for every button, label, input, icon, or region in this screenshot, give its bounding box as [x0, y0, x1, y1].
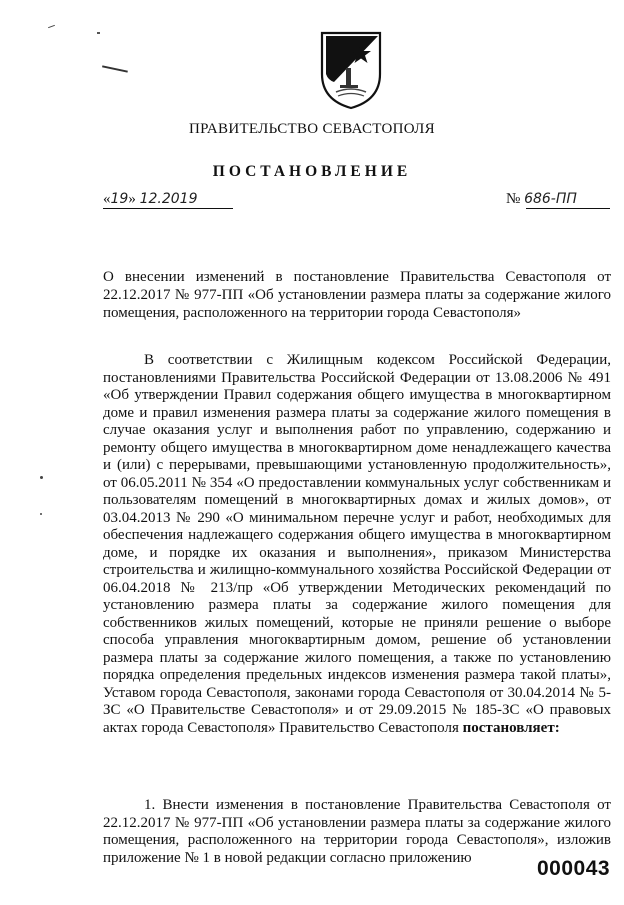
date-close-quote: » — [128, 191, 136, 207]
number-sign: № — [506, 191, 521, 207]
preamble-text: В соответствии с Жилищным кодексом Российской Федерации, постановлениями Правительства Российской Федерации от 13.08.2006 № 491 «Об утверждении Правил содержания общего имущества в многоквартирном доме и правил изменения размера платы за содержание жилого помещения в случае оказания услуг и выполнения работ по управлению, содержанию и ремонту общего имущества в многоквартирном доме ненадлежащего качества и (или) с перерывами, превышающими установленную продолжительность», от 06.05.2011 № 354 «О предоставлении коммунальных услуг собственникам и пользователям помещений в многоквартирных домах и жилых домов», от 03.04.2013 № 290 «О минимальном перечне услуг и работ, необходимых для обеспечения надлежащего содержания общего имущества в многоквартирном доме, и порядке их оказания и выполнения», приказом Министерства строительства и жилищно-коммунального хозяйства Российской Федерации от 06.04.2018 № 213/пр «Об утверждении Методических рекомендаций по установлению размера платы за содержание жилого помещения для собственников жилых помещений, которые не приняли решение о выборе способа управления многоквартирным домом, решение об установлении размера платы за содержание жилого помещения, а также по установлению порядка определения предельных индексов изменения размера такой платы», Уставом города Севастополя, законами города Севастополя от 30.04.2014 № 5-ЗС «О Правительстве Севастополя» и от 29.09.2015 № 185-ЗС «О правовых актах города Севастополя» Правительство Севастополя — [103, 352, 611, 736]
number-value: 686-ПП — [524, 191, 577, 207]
page-stamp-number: 000043 — [537, 857, 611, 880]
decree-word: постановляет: — [462, 719, 560, 736]
scan-mark-2 — [102, 65, 128, 72]
emblem-icon — [318, 30, 384, 110]
scan-mark-1 — [48, 25, 55, 28]
scan-mark-3 — [97, 32, 100, 34]
scan-mark-4 — [40, 476, 43, 479]
date-underline — [103, 208, 233, 209]
date-day: 19 — [110, 191, 129, 207]
government-title: ПРАВИТЕЛЬСТВО СЕВАСТОПОЛЯ — [189, 121, 435, 137]
date-open-quote: « — [103, 191, 111, 207]
date-month-year: 12.2019 — [139, 191, 198, 207]
document-subject: О внесении изменений в постановление Правительства Севастополя от 22.12.2017 № 977-ПП «Об установлении размера платы за содержание жилого помещения, расположенного на территории города Севастополя» — [103, 269, 611, 321]
document-type: ПОСТАНОВЛЕНИЕ — [212, 163, 412, 180]
scan-mark-5 — [40, 513, 42, 515]
document-date — [103, 191, 233, 211]
clause-1: 1. Внести изменения в постановление Правительства Севастополя от 22.12.2017 № 977-ПП «Об установлении размера платы за содержание жилого помещения, расположенного на территории города Севастополя», изложив приложение № 1 в новой редакции согласно приложению — [103, 797, 611, 866]
number-underline — [526, 208, 610, 209]
preamble-paragraph — [103, 352, 611, 737]
document-number — [506, 191, 610, 211]
